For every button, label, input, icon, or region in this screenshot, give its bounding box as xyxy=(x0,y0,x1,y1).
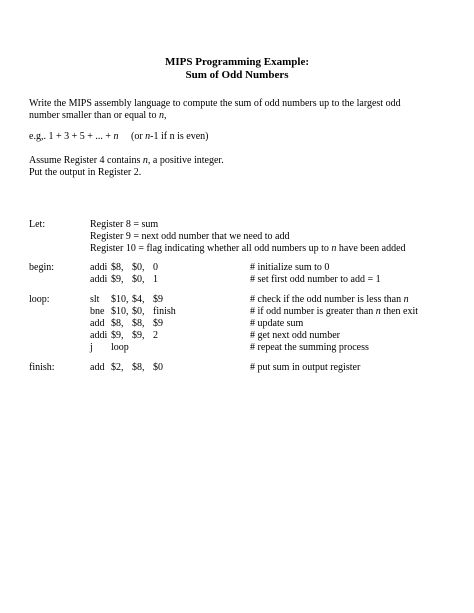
operand-1: $9, xyxy=(111,330,124,341)
operand-2: $8, xyxy=(132,362,145,373)
operand-1: $8, xyxy=(111,262,124,273)
operand-1: $8, xyxy=(111,318,124,329)
example-series: e.g,. 1 + 3 + 5 + ... + xyxy=(29,131,114,142)
opcode: slt xyxy=(90,294,100,305)
operand-3: finish xyxy=(153,306,176,317)
opcode: j xyxy=(90,342,93,353)
code-comment: # set first odd number to add = 1 xyxy=(250,274,381,285)
operand-1: $9, xyxy=(111,274,124,285)
operand-2: $4, xyxy=(132,294,145,305)
code-comment: # update sum xyxy=(250,318,304,329)
code-comment: # get next odd number xyxy=(250,330,340,341)
comment-text-end: then exit xyxy=(380,306,419,317)
title-line-2: Sum of Odd Numbers xyxy=(185,69,289,81)
def-10-var-n: n xyxy=(331,243,337,254)
operand-1: $2, xyxy=(111,362,124,373)
assume-line-1 xyxy=(29,155,449,167)
code-line xyxy=(0,262,474,274)
operand-3: 0 xyxy=(153,262,158,273)
intro-line-1: Write the MIPS assembly language to compute the sum of odd numbers up to the largest odd xyxy=(29,98,401,109)
comment-text: # if odd number is greater than xyxy=(250,306,376,317)
operand-1: $10, xyxy=(111,306,129,317)
code-comment: # repeat the summing process xyxy=(250,342,369,353)
code-line xyxy=(0,330,474,342)
code-label-finish: finish: xyxy=(29,362,55,373)
example-paren-open: (or xyxy=(118,131,146,142)
operand-1: loop xyxy=(111,342,129,353)
operand-3: 1 xyxy=(153,274,158,285)
code-line xyxy=(0,306,474,318)
operand-3: $0 xyxy=(153,362,163,373)
let-label: Let: xyxy=(29,219,46,230)
comment-var-n: n xyxy=(403,294,409,305)
opcode: addi xyxy=(90,262,108,273)
operand-2: $9, xyxy=(132,330,145,341)
code-label-begin: begin: xyxy=(29,262,54,273)
example-note: -1 if n is even) xyxy=(150,131,209,142)
def-register-10 xyxy=(90,243,406,255)
opcode: addi xyxy=(90,274,108,285)
operand-2: $8, xyxy=(132,318,145,329)
intro-punct: , xyxy=(163,110,167,121)
operand-2: $0, xyxy=(132,274,145,285)
opcode: add xyxy=(90,318,105,329)
code-line xyxy=(0,274,474,286)
example-var-n: n xyxy=(113,131,119,142)
code-comment xyxy=(250,306,418,318)
comment-text: # check if the odd number is less than xyxy=(250,294,404,305)
intro-var-n: n xyxy=(158,110,164,121)
example-var-n2: n xyxy=(145,131,151,142)
intro-paragraph xyxy=(29,98,449,122)
opcode: add xyxy=(90,362,105,373)
operand-3: $9 xyxy=(153,294,163,305)
operand-2: $0, xyxy=(132,262,145,273)
code-line xyxy=(0,294,474,306)
assume-paragraph xyxy=(29,155,449,179)
intro-line-2 xyxy=(29,110,449,122)
operand-2: $0, xyxy=(132,306,145,317)
assume-line-2: Put the output in Register 2. xyxy=(29,167,142,178)
let-block xyxy=(0,219,474,254)
opcode: bne xyxy=(90,306,105,317)
code-comment: # put sum in output register xyxy=(250,362,361,373)
intro-text: number smaller than or equal to xyxy=(29,110,159,121)
code-comment xyxy=(250,294,409,306)
def-10-text-end: have been added xyxy=(336,243,406,254)
example-line xyxy=(29,131,449,143)
def-10-text: Register 10 = flag indicating whether all odd numbers up to xyxy=(90,243,332,254)
def-register-8: Register 8 = sum xyxy=(90,219,159,230)
assume-var-n: n xyxy=(142,155,148,166)
operand-3: 2 xyxy=(153,330,158,341)
code-line xyxy=(0,362,474,374)
opcode: addi xyxy=(90,330,108,341)
assume-text-end: , a positive integer. xyxy=(147,155,224,166)
comment-var-n: n xyxy=(375,306,381,317)
register-definitions xyxy=(90,219,406,255)
assume-text: Assume Register 4 contains xyxy=(29,155,143,166)
code-comment: # initialize sum to 0 xyxy=(250,262,330,273)
def-register-9: Register 9 = next odd number that we need to add xyxy=(90,231,290,242)
operand-1: $10, xyxy=(111,294,129,305)
operand-3: $9 xyxy=(153,318,163,329)
code-label-loop: loop: xyxy=(29,294,50,305)
code-line xyxy=(0,342,474,354)
title-line-1: MIPS Programming Example: xyxy=(164,56,309,68)
code-line xyxy=(0,318,474,330)
